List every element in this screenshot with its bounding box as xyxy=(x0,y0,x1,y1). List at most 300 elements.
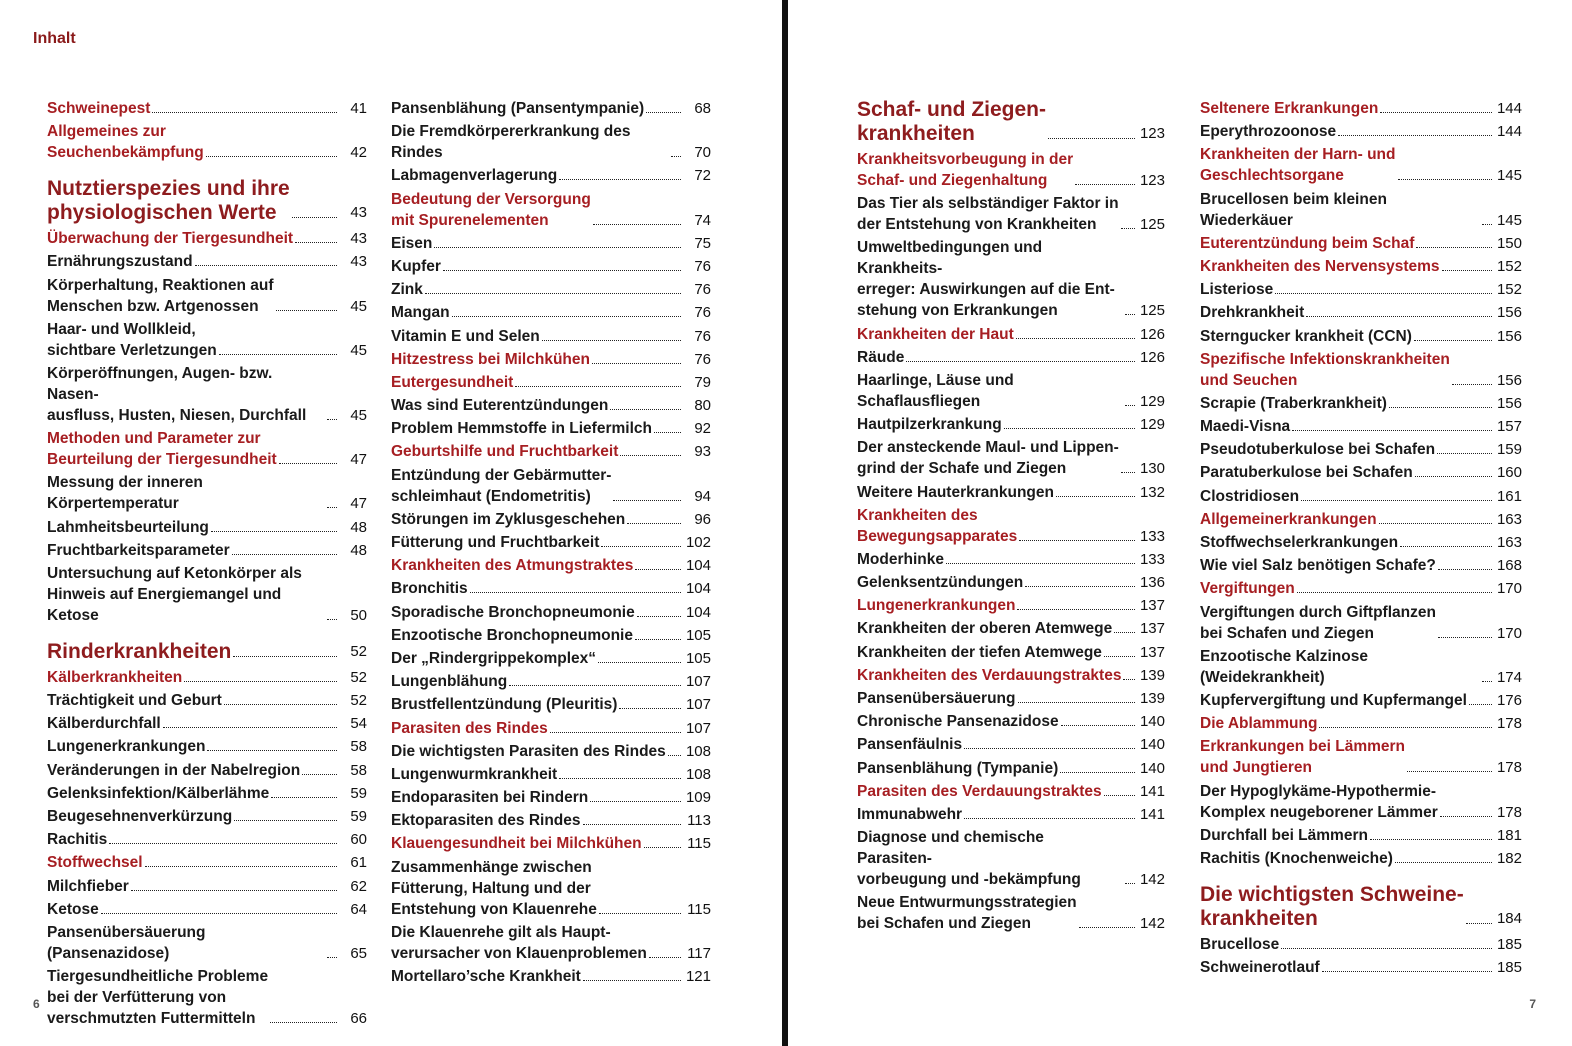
toc-entry-page: 139 xyxy=(1139,690,1165,707)
toc-entry xyxy=(391,326,711,347)
dot-leader xyxy=(224,704,337,705)
dot-leader xyxy=(292,217,337,218)
toc-entry xyxy=(1200,848,1522,869)
dot-leader xyxy=(654,432,681,433)
toc-entry-page: 43 xyxy=(350,204,367,222)
toc-entry xyxy=(47,251,367,272)
toc-entry-page: 104 xyxy=(685,603,711,621)
dot-leader xyxy=(1048,138,1135,139)
dot-leader xyxy=(1469,704,1492,705)
toc-entry-page: 48 xyxy=(350,541,367,559)
toc-column xyxy=(391,98,711,989)
toc-entry xyxy=(1200,462,1522,483)
dot-leader xyxy=(1407,771,1492,772)
toc-entry-title: Mortellaro’sche Krankheit xyxy=(391,968,581,985)
toc-entry-title: Brucellose xyxy=(1200,935,1280,953)
dot-leader xyxy=(434,247,681,248)
toc-entry-title: Durchfall bei Lämmern xyxy=(1200,826,1368,844)
dot-leader xyxy=(1079,927,1135,928)
toc-entry xyxy=(1200,439,1522,460)
toc-entry-title: Die Klauenrehe gilt als Haupt- verursacher von Klauenproblemen xyxy=(391,923,647,962)
toc-entry xyxy=(391,787,711,808)
toc-entry-title: Methoden und Parameter zur Beurteilung der Tiergesundheit xyxy=(47,430,277,469)
dot-leader xyxy=(599,913,681,914)
toc-entry xyxy=(47,829,367,850)
toc-entry-page: 178 xyxy=(1496,715,1522,733)
toc-entry-page: 104 xyxy=(685,557,711,575)
toc-entry-page: 94 xyxy=(694,487,711,505)
toc-entry-page: 137 xyxy=(1139,643,1165,661)
toc-column xyxy=(47,98,367,1031)
dot-leader xyxy=(592,363,681,364)
dot-leader xyxy=(1380,112,1492,113)
toc-entry xyxy=(857,734,1165,755)
toc-entry xyxy=(391,532,711,553)
toc-entry-page: 140 xyxy=(1139,713,1165,731)
dot-leader xyxy=(1370,839,1492,840)
toc-entry-page: 156 xyxy=(1496,394,1522,412)
dot-leader xyxy=(1125,405,1135,406)
toc-entry xyxy=(857,618,1165,639)
toc-entry xyxy=(857,237,1165,321)
toc-entry-title: Brustfellentzündung (Pleuritis) xyxy=(391,696,618,714)
toc-entry xyxy=(857,688,1165,709)
toc-entry-title: Die Fremdkörpererkrankung des Rindes xyxy=(391,123,631,162)
dot-leader xyxy=(1379,523,1492,524)
toc-section xyxy=(857,665,1165,686)
toc-entry xyxy=(1200,555,1522,576)
toc-entry-title: Euterentzündung beim Schaf xyxy=(1200,234,1415,252)
toc-entry-page: 76 xyxy=(694,304,711,322)
toc-entry-title: Pansenübersäuerung (Pansenazidose) xyxy=(47,923,206,962)
toc-entry-title: Krankheiten der tiefen Atemwege xyxy=(857,643,1102,661)
toc-entry-title: Störungen im Zyklusgeschehen xyxy=(391,510,626,528)
toc-entry-page: 125 xyxy=(1139,302,1165,320)
dot-leader xyxy=(207,750,337,751)
dot-leader xyxy=(515,386,681,387)
toc-entry-title: Listeriose xyxy=(1200,281,1274,299)
toc-entry-title: Fütterung und Fruchtbarkeit xyxy=(391,534,600,551)
toc-entry-page: 125 xyxy=(1139,216,1165,234)
toc-entry-page: 96 xyxy=(694,510,711,528)
toc-entry-page: 42 xyxy=(350,144,367,162)
toc-entry-page: 142 xyxy=(1139,915,1165,933)
toc-entry-page: 121 xyxy=(685,968,711,985)
dot-leader xyxy=(1075,184,1135,185)
toc-entry-page: 178 xyxy=(1496,803,1522,821)
dot-leader xyxy=(1466,923,1492,924)
toc-section xyxy=(391,555,711,576)
dot-leader xyxy=(649,957,681,958)
dot-leader xyxy=(232,554,337,555)
toc-entry-title: Messung der inneren Körpertemperatur xyxy=(47,474,203,513)
toc-entry-title: Labmagenverlagerung xyxy=(391,167,558,185)
toc-section xyxy=(1200,349,1522,391)
dot-leader xyxy=(1415,476,1492,477)
toc-entry-title: Überwachung der Tiergesundheit xyxy=(47,230,294,248)
toc-entry-title: Umweltbedingungen und Krankheits- erreger: Auswirkungen auf die Ent- stehung von Erkrankungen xyxy=(857,239,1115,320)
toc-entry xyxy=(857,711,1165,732)
toc-entry xyxy=(47,363,367,426)
toc-section xyxy=(857,781,1165,802)
toc-entry-page: 48 xyxy=(350,518,367,536)
dot-leader xyxy=(1338,135,1492,136)
toc-section xyxy=(391,372,711,393)
toc-entry-title: Kälberdurchfall xyxy=(47,715,161,733)
toc-entry-page: 76 xyxy=(694,257,711,275)
toc-entry-page: 43 xyxy=(350,253,367,271)
toc-entry-page: 185 xyxy=(1496,935,1522,953)
toc-entry xyxy=(1200,646,1522,688)
toc-entry xyxy=(47,922,367,964)
toc-entry-page: 140 xyxy=(1139,736,1165,754)
toc-entry-page: 45 xyxy=(350,297,367,315)
toc-entry-page: 105 xyxy=(685,649,711,667)
toc-entry-title: Lungenblähung xyxy=(391,673,508,691)
dot-leader xyxy=(327,419,337,420)
toc-entry-title: Krankheiten der Haut xyxy=(857,325,1014,343)
toc-entry-page: 93 xyxy=(694,443,711,461)
toc-entry xyxy=(1200,416,1522,437)
toc-entry xyxy=(391,857,711,920)
toc-entry-title: Problem Hemmstoffe in Liefermilch xyxy=(391,420,652,438)
toc-entry-title: Krankheiten des Atmungstraktes xyxy=(391,557,634,575)
toc-entry xyxy=(391,741,711,762)
toc-entry-page: 70 xyxy=(694,144,711,162)
toc-entry-title: Krankheiten des Nervensystems xyxy=(1200,257,1440,275)
toc-entry xyxy=(47,563,367,626)
dot-leader xyxy=(1292,430,1492,431)
toc-entry-page: 76 xyxy=(694,281,711,299)
toc-entry-page: 79 xyxy=(694,373,711,391)
toc-entry-page: 132 xyxy=(1139,483,1165,501)
dot-leader xyxy=(302,774,337,775)
toc-section xyxy=(47,428,367,470)
toc-entry xyxy=(391,648,711,669)
toc-entry-title: Vitamin E und Selen xyxy=(391,327,540,345)
toc-entry xyxy=(857,437,1165,479)
dot-leader xyxy=(906,361,1135,362)
toc-entry-title: Krankheitsvorbeugung in der Schaf- und Ziegenhaltung xyxy=(857,151,1074,189)
dot-leader xyxy=(271,797,337,798)
toc-entry-page: 45 xyxy=(350,341,367,359)
toc-entry xyxy=(47,690,367,711)
dot-leader xyxy=(152,112,337,113)
toc-entry-title: Der ansteckende Maul- und Lippen- grind der Schafe und Ziegen xyxy=(857,439,1119,478)
toc-entry-page: 47 xyxy=(350,451,367,469)
dot-leader xyxy=(1121,472,1135,473)
toc-entry-page: 47 xyxy=(350,495,367,513)
toc-section xyxy=(857,324,1165,345)
toc-entry xyxy=(1200,532,1522,553)
dot-leader xyxy=(1060,772,1135,773)
dot-leader xyxy=(470,592,681,593)
toc-entry-title: Der „Rindergrippekomplex“ xyxy=(391,649,596,667)
running-head: Inhalt xyxy=(33,30,76,47)
dot-leader xyxy=(1114,632,1135,633)
toc-entry-page: 66 xyxy=(350,1010,367,1028)
dot-leader xyxy=(1400,546,1492,547)
toc-entry xyxy=(391,418,711,439)
dot-leader xyxy=(1123,679,1135,680)
dot-leader xyxy=(1297,592,1492,593)
dot-leader xyxy=(211,531,337,532)
toc-entry-title: Veränderungen in der Nabelregion xyxy=(47,761,301,779)
toc-entry-title: Die wichtigsten Parasiten des Rindes xyxy=(391,742,666,760)
page-number: 7 xyxy=(1529,997,1536,1011)
toc-entry xyxy=(1200,326,1522,347)
toc-entry-title: Schaf- und Ziegen- krankheiten xyxy=(857,98,1046,145)
toc-entry-page: 176 xyxy=(1496,691,1522,709)
toc-section xyxy=(857,505,1165,547)
toc-entry-title: Krankheiten der Harn- und Geschlechtsorgane xyxy=(1200,146,1396,185)
toc-entry-page: 133 xyxy=(1139,527,1165,545)
toc-entry-title: Eperythrozoonose xyxy=(1200,123,1337,141)
toc-entry-title: Krankheiten des Verdauungstraktes xyxy=(857,666,1122,684)
toc-entry-page: 62 xyxy=(350,877,367,895)
toc-entry xyxy=(857,572,1165,593)
toc-entry xyxy=(857,642,1165,663)
dot-leader xyxy=(276,310,338,311)
toc-entry-title: Kälberkrankheiten xyxy=(47,668,183,686)
toc-entry xyxy=(1200,121,1522,142)
toc-section xyxy=(1200,98,1522,119)
toc-entry xyxy=(1200,957,1522,978)
toc-section xyxy=(1200,144,1522,186)
dot-leader xyxy=(1389,407,1492,408)
dot-leader xyxy=(619,708,681,709)
toc-entry-page: 108 xyxy=(685,765,711,783)
toc-entry-page: 168 xyxy=(1496,557,1522,575)
toc-entry xyxy=(391,395,711,416)
toc-entry xyxy=(1200,279,1522,300)
toc-entry-page: 129 xyxy=(1139,392,1165,410)
toc-entry xyxy=(391,922,711,964)
toc-entry-page: 137 xyxy=(1139,620,1165,638)
dot-leader xyxy=(1414,340,1492,341)
toc-entry-title: Klauengesundheit bei Milchkühen xyxy=(391,835,642,853)
toc-entry-page: 156 xyxy=(1496,371,1522,389)
toc-entry-title: Allgemeinerkrankungen xyxy=(1200,510,1377,528)
toc-entry-page: 126 xyxy=(1139,348,1165,366)
toc-entry-page: 50 xyxy=(350,606,367,624)
toc-section xyxy=(47,852,367,873)
toc-entry-title: Krankheiten des Bewegungsapparates xyxy=(857,506,1018,545)
toc-entry-title: Enzootische Kalzinose (Weidekrankheit) xyxy=(1200,647,1368,686)
dot-leader xyxy=(1482,224,1492,225)
toc-entry-page: 68 xyxy=(694,100,711,117)
toc-entry-page: 161 xyxy=(1496,487,1522,505)
toc-entry-title: Vergiftungen xyxy=(1200,580,1295,598)
dot-leader xyxy=(327,619,337,620)
toc-entry-page: 170 xyxy=(1496,580,1522,598)
dot-leader xyxy=(163,727,337,728)
toc-entry-title: Untersuchung auf Ketonkörper als Hinweis auf Energiemangel und Ketose xyxy=(47,564,302,624)
toc-entry-page: 75 xyxy=(694,234,711,252)
toc-entry-page: 117 xyxy=(687,944,711,962)
toc-entry-page: 59 xyxy=(350,784,367,802)
toc-entry-title: Pansenblähung (Tympanie) xyxy=(857,759,1059,777)
dot-leader xyxy=(1395,862,1492,863)
toc-entry-page: 45 xyxy=(350,406,367,424)
toc-entry xyxy=(857,370,1165,412)
toc-entry-title: Maedi-Visna xyxy=(1200,418,1291,436)
toc-entry-page: 157 xyxy=(1496,418,1522,436)
toc-entry-page: 54 xyxy=(350,715,367,733)
toc-entry-title: Pansenfäulnis xyxy=(857,736,963,754)
toc-entry-title: Endoparasiten bei Rindern xyxy=(391,789,589,807)
toc-entry xyxy=(391,165,711,186)
toc-entry-title: Moderhinke xyxy=(857,550,944,568)
toc-entry-title: Milchfieber xyxy=(47,877,129,895)
toc-entry-page: 137 xyxy=(1139,597,1165,615)
toc-entry xyxy=(1200,781,1522,823)
dot-leader xyxy=(1017,609,1135,610)
toc-entry-page: 92 xyxy=(694,420,711,438)
toc-entry xyxy=(47,876,367,897)
toc-entry-title: Die wichtigsten Schweine- krankheiten xyxy=(1200,882,1464,930)
dot-leader xyxy=(1482,681,1492,682)
toc-entry-page: 139 xyxy=(1139,666,1165,684)
dot-leader xyxy=(583,980,681,981)
toc-section xyxy=(1200,509,1522,530)
toc-entry xyxy=(47,899,367,920)
dot-leader xyxy=(452,316,681,317)
toc-entry xyxy=(391,509,711,530)
dot-leader xyxy=(1025,586,1135,587)
dot-leader xyxy=(635,569,681,570)
toc-entry xyxy=(47,966,367,1029)
toc-section xyxy=(47,121,367,163)
toc-entry-page: 60 xyxy=(350,831,367,849)
toc-entry xyxy=(1200,302,1522,323)
toc-entry-title: Pansenübersäuerung xyxy=(857,690,1016,707)
toc-entry xyxy=(47,760,367,781)
toc-entry-page: 126 xyxy=(1139,325,1165,343)
toc-entry-title: Haar- und Wollkleid, sichtbare Verletzungen xyxy=(47,320,217,359)
dot-leader xyxy=(542,340,681,341)
toc-entry-title: Hitzestress bei Milchkühen xyxy=(391,350,590,368)
dot-leader xyxy=(1104,795,1135,796)
toc-entry-title: Gelenksinfektion/Kälberlähme xyxy=(47,784,270,802)
toc-entry-title: Lungenwurmkrankheit xyxy=(391,765,558,783)
toc-entry-page: 133 xyxy=(1139,550,1165,568)
toc-entry-page: 72 xyxy=(694,167,711,185)
dot-leader xyxy=(295,242,337,243)
toc-entry xyxy=(1200,486,1522,507)
toc-entry-title: Rachitis (Knochenweiche) xyxy=(1200,849,1393,867)
toc-entry-page: 65 xyxy=(350,944,367,962)
toc-entry-page: 156 xyxy=(1496,304,1522,322)
toc-entry xyxy=(391,302,711,323)
page-number: 6 xyxy=(33,997,40,1011)
toc-entry-page: 182 xyxy=(1496,849,1522,867)
dot-leader xyxy=(610,409,681,410)
toc-entry-page: 123 xyxy=(1139,125,1165,142)
dot-leader xyxy=(1018,702,1136,703)
dot-leader xyxy=(1056,496,1135,497)
dot-leader xyxy=(1125,883,1135,884)
dot-leader xyxy=(1016,338,1135,339)
dot-leader xyxy=(270,1022,337,1023)
toc-entry xyxy=(391,966,711,987)
dot-leader xyxy=(1301,500,1492,501)
toc-entry-page: 105 xyxy=(685,626,711,644)
toc-entry xyxy=(47,319,367,361)
toc-entry-page: 145 xyxy=(1496,211,1522,229)
toc-entry-page: 178 xyxy=(1496,759,1522,777)
toc-entry-title: Eutergesundheit xyxy=(391,373,514,391)
toc-entry xyxy=(1200,393,1522,414)
toc-entry-title: Immunabwehr xyxy=(857,805,963,823)
dot-leader xyxy=(1438,637,1492,638)
toc-entry-page: 163 xyxy=(1496,534,1522,551)
dot-leader xyxy=(443,270,681,271)
dot-leader xyxy=(964,818,1135,819)
toc-entry-title: Lungenerkrankungen xyxy=(857,597,1016,615)
toc-entry xyxy=(391,764,711,785)
toc-entry-title: Pseudotuberkulose bei Schafen xyxy=(1200,441,1436,459)
toc-entry-page: 140 xyxy=(1139,759,1165,777)
toc-entry-title: Scrapie (Traberkrankheit) xyxy=(1200,394,1387,412)
dot-leader xyxy=(946,563,1135,564)
toc-entry-title: Kupfer xyxy=(391,257,441,275)
toc-entry-title: Das Tier als selbständiger Faktor in der Entstehung von Krankheiten xyxy=(857,195,1119,234)
toc-section xyxy=(391,441,711,462)
toc-entry xyxy=(47,736,367,757)
toc-entry-title: Wie viel Salz benötigen Schafe? xyxy=(1200,557,1436,575)
dot-leader xyxy=(206,156,337,157)
toc-entry-page: 64 xyxy=(350,900,367,918)
toc-entry-title: Die Ablammung xyxy=(1200,715,1318,733)
dot-leader xyxy=(101,913,337,914)
dot-leader xyxy=(637,616,681,617)
dot-leader xyxy=(550,732,681,733)
toc-entry-title: Tiergesundheitliche Probleme bei der Verfütterung von verschmutzten Futtermitteln xyxy=(47,968,269,1028)
toc-entry-page: 129 xyxy=(1139,416,1165,434)
toc-entry-page: 61 xyxy=(350,854,367,872)
dot-leader xyxy=(1442,270,1492,271)
toc-entry xyxy=(857,758,1165,779)
toc-entry-page: 52 xyxy=(350,668,367,686)
toc-entry-page: 76 xyxy=(694,350,711,368)
toc-entry-title: Räude xyxy=(857,348,905,366)
dot-leader xyxy=(590,801,681,802)
toc-entry xyxy=(47,713,367,734)
toc-section xyxy=(47,98,367,119)
left-page xyxy=(0,0,782,1046)
dot-leader xyxy=(1121,228,1135,229)
toc-entry-title: Erkrankungen bei Lämmern und Jungtieren xyxy=(1200,738,1406,777)
toc-entry-page: 102 xyxy=(685,534,711,551)
toc-entry xyxy=(857,482,1165,503)
dot-leader xyxy=(1019,540,1135,541)
toc-entry xyxy=(391,233,711,254)
dot-leader xyxy=(1319,727,1492,728)
toc-entry xyxy=(391,279,711,300)
toc-entry-title: Ektoparasiten des Rindes xyxy=(391,812,581,830)
toc-entry-page: 130 xyxy=(1139,460,1165,478)
toc-entry xyxy=(47,472,367,514)
dot-leader xyxy=(1281,948,1492,949)
toc-entry-page: 109 xyxy=(685,789,711,807)
toc-entry-title: Drehkrankheit xyxy=(1200,304,1305,322)
dot-leader xyxy=(233,656,337,657)
dot-leader xyxy=(1440,816,1492,817)
toc-section xyxy=(391,349,711,370)
toc-section xyxy=(1200,736,1522,778)
toc-entry-title: Parasiten des Rindes xyxy=(391,719,548,737)
